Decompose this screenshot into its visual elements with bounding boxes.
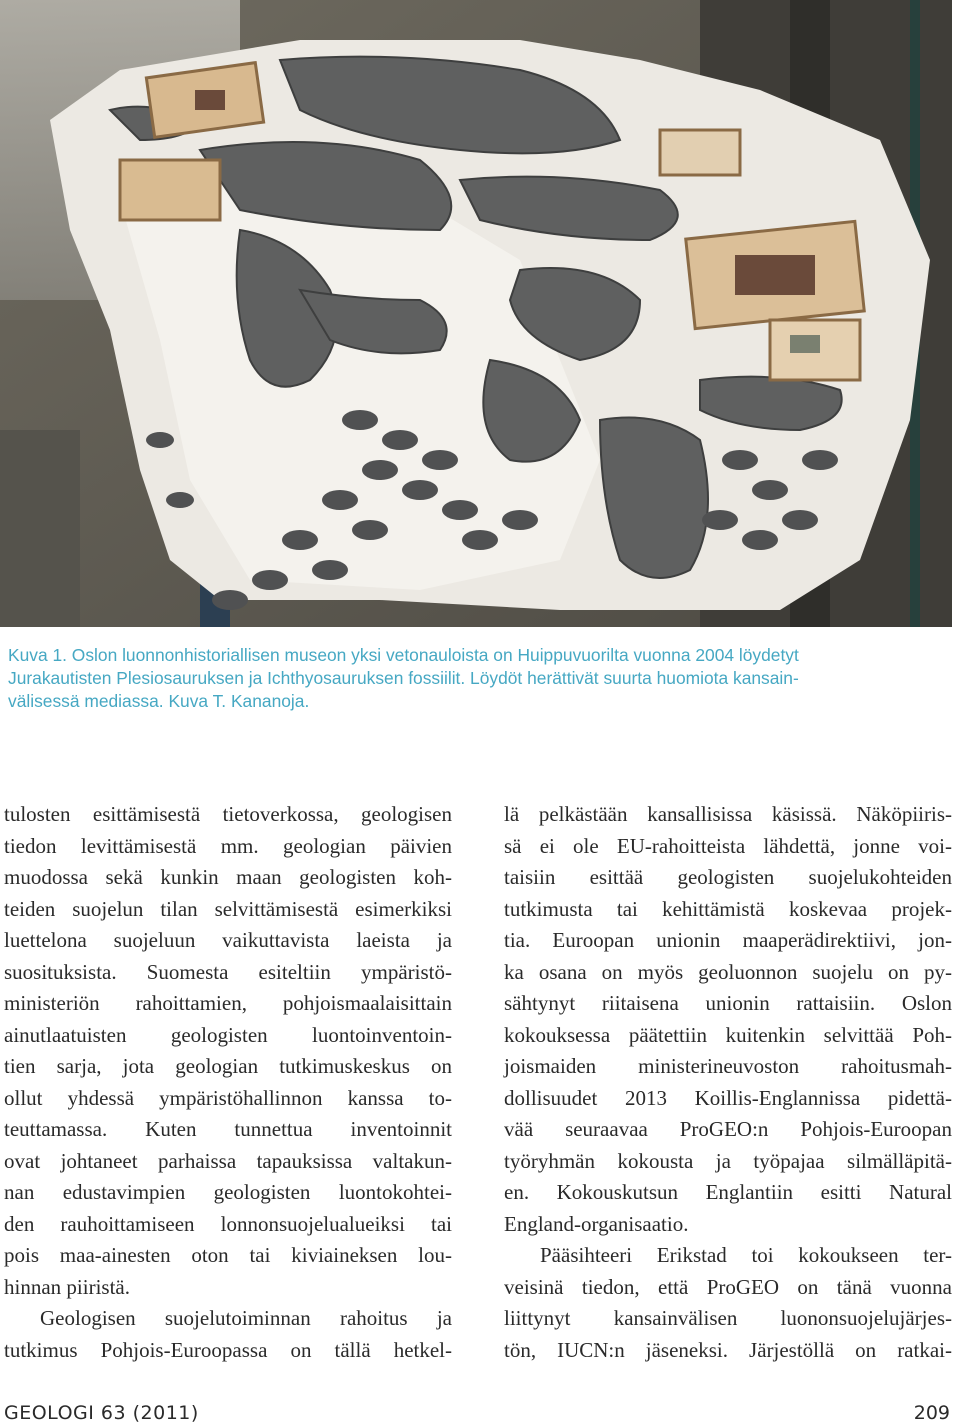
page-number: 209 — [913, 1402, 950, 1424]
caption-line: välisessä mediassa. Kuva T. Kananoja. — [8, 691, 310, 711]
figure-caption — [8, 644, 944, 713]
text-line: ainutlaatuisten geologisten luontoinventoin- — [4, 1022, 452, 1047]
text-line: ollut yhdessä ympäristöhallinnon kanssa to- — [4, 1085, 452, 1110]
journal-footer: GEOLOGI 63 (2011) — [4, 1402, 199, 1424]
paragraph-start-line: Pääsihteeri Erikstad toi kokoukseen ter- — [540, 1243, 952, 1267]
text-line: ka osana on myös geoluonnon suojelu on py- — [504, 959, 952, 984]
text-line: muodossa sekä kunkin maan geologisten koh- — [4, 865, 452, 889]
text-line: den rauhoittamiseen lonnonsuojelualueiksi tai — [4, 1211, 452, 1236]
text-line: tön, IUCN:n jäseneksi. Järjestöllä on ratkai- — [504, 1337, 952, 1362]
caption-line: Jurakautisten Plesiosauruksen ja Ichthyosauruksen fossiilit. Löydöt herättivät suurta huomiota kansain- — [8, 668, 799, 688]
caption-line: Kuva 1. Oslon luonnonhistoriallisen museon yksi vetonauloista on Huippuvuorilta vuonna 2004 löydetyt — [8, 645, 799, 665]
text-line: tutkimusta tai kehittämistä koskevaa projek- — [504, 896, 952, 921]
text-line: teuttamassa. Kuten tunnettua inventoinnit — [4, 1117, 452, 1141]
text-line: sähtynyt riitaisena unionin rattaisiin. Oslon — [504, 991, 952, 1015]
text-line: työryhmän kokousta ja työpajaa silmälläpitä- — [504, 1148, 952, 1173]
text-line: nan edustavimpien geologisten luontokohtei- — [4, 1180, 452, 1204]
text-line: tien sarja, jota geologian tutkimuskeskus on — [4, 1054, 452, 1078]
text-line: ovat johtaneet parhaissa tapauksissa valtakun- — [4, 1148, 452, 1173]
text-line: tulosten esittämisestä tietoverkossa, geologisen — [4, 802, 452, 826]
text-line: tia. Euroopan unionin maaperädirektiivi, jon- — [504, 928, 952, 952]
text-line: suosituksista. Suomesta esiteltiin ympäristö- — [4, 959, 452, 984]
article-column-left — [4, 799, 452, 1366]
text-line: en. Kokouskutsun Englantiin esitti Natural — [504, 1180, 952, 1204]
fossil-photo-illustration — [0, 0, 952, 627]
article-column-right — [504, 799, 952, 1366]
text-line: taisiin esittää geologisten suojelukohteiden — [504, 865, 952, 889]
text-line: pois maa-ainesten oton tai kiviaineksen lou- — [4, 1243, 452, 1267]
fossil-photo — [0, 0, 952, 627]
text-line: teiden suojelun tilan selvittämisestä esimerkiksi — [4, 896, 452, 921]
text-line: tutkimus Pohjois-Euroopassa on tällä hetkel- — [4, 1337, 452, 1362]
text-line: vää seuraavaa ProGEO:n Pohjois-Euroopan — [504, 1117, 952, 1141]
text-line: liittynyt kansainvälisen luononsuojelujärjes- — [504, 1306, 952, 1330]
text-line: kokouksessa päätettiin kuitenkin selvittää Poh- — [504, 1022, 952, 1047]
text-line: England-organisaatio. — [504, 1211, 689, 1236]
text-line: dollisuudet 2013 Koillis-Englannissa pidettä- — [504, 1085, 952, 1110]
text-line: luettelona suojeluun vaikuttavista laeista ja — [4, 928, 452, 952]
text-line: sä ei ole EU-rahoitteista lähdettä, jonne voi- — [504, 833, 952, 858]
text-line: joismaiden ministerineuvoston rahoitusmah- — [504, 1054, 952, 1078]
text-line: ministeriön rahoittamien, pohjoismaalaisittain — [4, 991, 452, 1015]
text-line: hinnan piiristä. — [4, 1274, 130, 1299]
text-line: tiedon levittämisestä mm. geologian päivien — [4, 833, 452, 858]
text-line: veisinä tiedon, että ProGEO on tänä vuonna — [504, 1274, 952, 1299]
paragraph-start-line: Geologisen suojelutoiminnan rahoitus ja — [40, 1306, 452, 1330]
text-line: lä pelkästään kansallisissa käsissä. Näköpiiris- — [504, 802, 952, 826]
